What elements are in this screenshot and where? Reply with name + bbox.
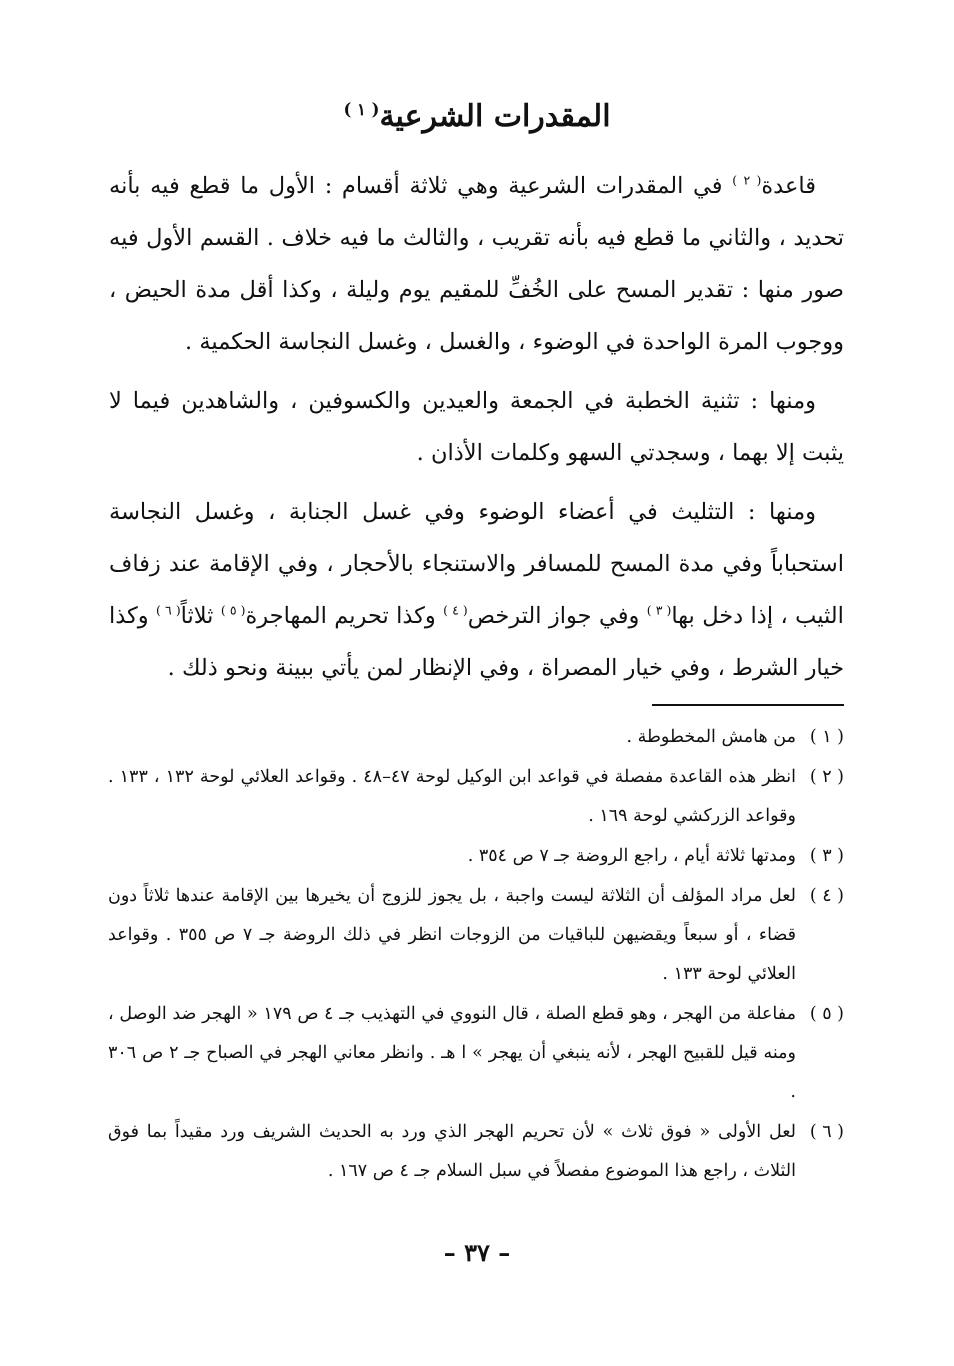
footnotes [108,718,844,1192]
footnote-4 [108,877,844,994]
paragraph-3 [109,486,844,694]
page-number: – ٣٧ – [443,1238,511,1267]
footnote-text: لعل مراد المؤلف أن الثلاثة ليست واجبة ، بل يجوز للزوج أن يخيرها بين الإقامة عندها ثلاثاً دون قضاء ، أو سبعاً ويقضيهن للباقيات من الزوجات انظر في ذلك الروضة جـ ٧ ص ٣٥٥ . وقواعد العلائي لوحة ١٣٣ . [108,886,796,984]
footnote-6 [108,1113,844,1191]
footnote-2 [108,758,844,836]
footnote-number: ( ٦ ) [809,1122,844,1142]
paragraph-1-part-1: قاعدة [761,173,816,199]
paragraph-3-part-5: وكذا خيار الشرط ، وفي خيار المصراة ، وفي الإنظار لمن يأتي ببينة ونحو ذلك . [109,603,844,681]
title-text: المقدرات الشرعية [379,99,611,134]
paragraph-1 [109,160,844,368]
footnote-text: انظر هذه القاعدة مفصلة في قواعد ابن الوكيل لوحة ٤٧–٤٨ . وقواعد العلائي لوحة ١٣٢ ، ١٣٣ . وقواعد الزركشي لوحة ١٦٩ . [108,767,796,826]
footnote-separator [652,704,844,706]
footnote-1 [108,718,844,757]
footnote-text: لعل الأولى « فوق ثلاث » لأن تحريم الهجر الذي ورد به الحديث الشريف ورد مقيداً بما فوق الثلاث ، راجع هذا الموضوع مفصلاً في سبل السلام جـ ٤ ص ١٦٧ . [108,1122,796,1181]
footnote-number: ( ٤ ) [809,886,844,906]
paragraph-3-part-4: ثلاثاً [180,603,221,629]
footnote-ref-6: ( ٦ ) [156,603,181,618]
paragraph-3-part-1: ومنها : التثليث في أعضاء الوضوء وفي غسل الجنابة ، وغسل النجاسة استحباباً وفي مدة المسح للمسافر والاستنجاء بالأحجار ، وفي الإقامة عند زفاف الثيب ، إذا دخل بها [109,499,844,629]
footnote-5 [108,995,844,1112]
paragraph-3-part-3: وكذا تحريم المهاجرة [245,603,444,629]
footnote-number: ( ٢ ) [809,767,844,787]
paragraph-1-part-2: في المقدرات الشرعية وهي ثلاثة أقسام : الأول ما قطع فيه بأنه تحديد ، والثاني ما قطع فيه بأنه تقريب ، والثالث ما فيه خلاف . القسم الأول فيه صور منها : تقدير المسح على الخُفِّ للمقيم يوم وليلة ، وكذا أقل مدة الحيض ، ووجوب المرة الواحدة في الوضوء ، والغسل ، وغسل النجاسة الحكمية . [109,173,844,355]
footnote-text: مفاعلة من الهجر ، وهو قطع الصلة ، قال النووي في التهذيب جـ ٤ ص ١٧٩ « الهجر ضد الوصل ، ومنه قيل للقبيح الهجر ، لأنه ينبغي أن يهجر » ا هـ . وانظر معاني الهجر في الصباح جـ ٢ ص ٣٠٦ . [108,1004,796,1102]
paragraph-2 [109,375,844,479]
footnote-number: ( ١ ) [809,727,844,747]
title-footnote-ref: ( ١ ) [343,100,380,119]
footnote-3 [108,837,844,876]
footnote-number: ( ٣ ) [809,846,844,866]
footnote-text: من هامش المخطوطة . [626,727,796,747]
footnote-text: ومدتها ثلاثة أيام ، راجع الروضة جـ ٧ ص ٣٥٤ . [467,846,796,866]
paragraph-3-part-2: وفي جواز الترخص [467,603,647,629]
page-title [100,92,854,142]
footnote-ref-3: ( ٣ ) [646,603,672,618]
footnote-ref-2: ( ٢ ) [732,173,762,188]
footnote-ref-4: ( ٤ ) [443,603,468,618]
footnote-ref-5: ( ٥ ) [220,603,246,618]
footnote-number: ( ٥ ) [809,1004,844,1024]
paragraph-2-text: ومنها : تثنية الخطبة في الجمعة والعيدين والكسوفين ، والشاهدين فيما لا يثبت إلا بهما ، وسجدتي السهو وكلمات الأذان . [109,388,844,466]
